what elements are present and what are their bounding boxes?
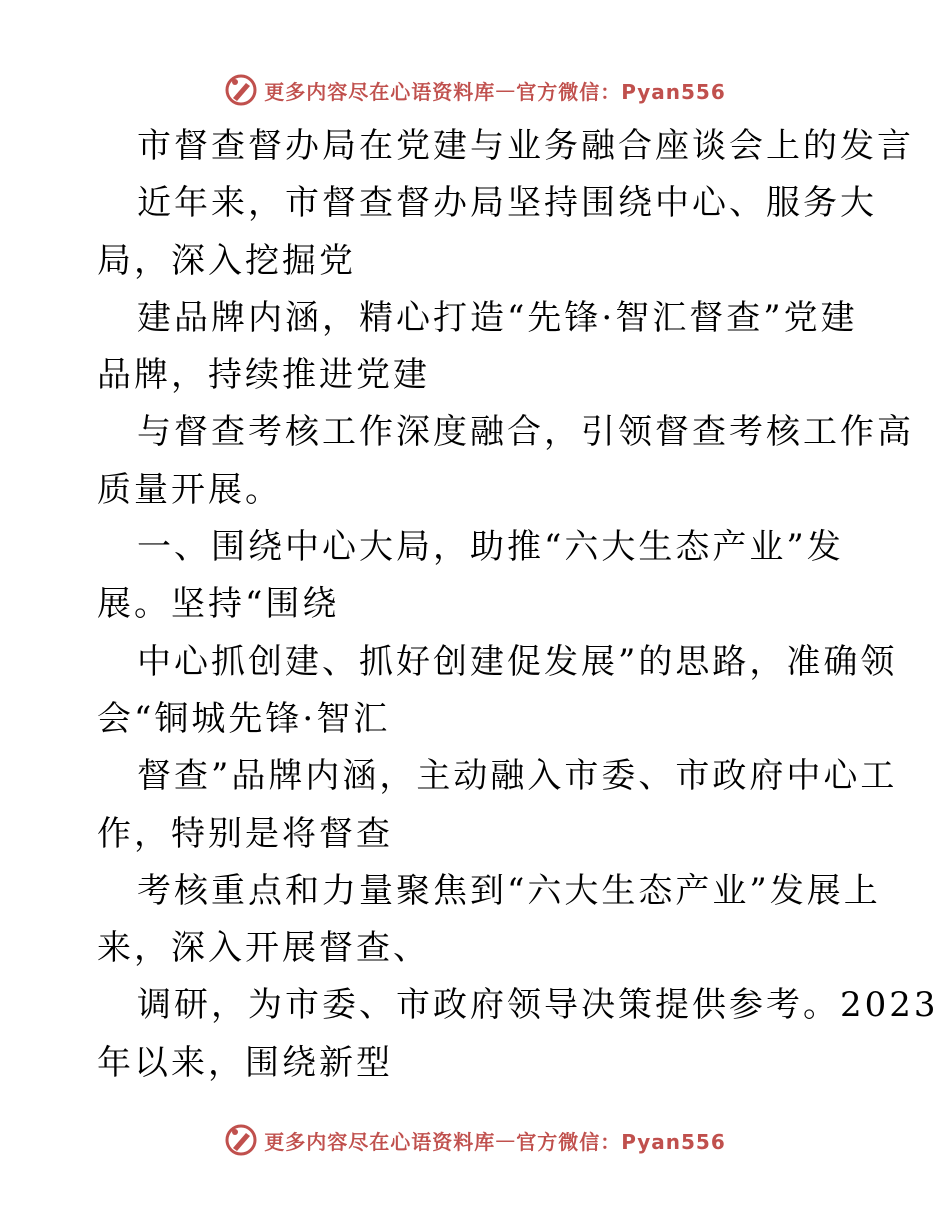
watermark-contact: 官方微信：Pyan556: [516, 1129, 726, 1154]
watermark-header: [0, 70, 950, 110]
text-line: 市督查督办局在党建与业务融合座谈会上的发言: [137, 126, 914, 166]
text-line: 建品牌内涵，精心打造“先锋·智汇督查”党建: [137, 297, 858, 338]
text-line: 考核重点和力量聚焦到“六大生态产业”发展上: [137, 870, 881, 911]
watermark-contact: 官方微信：Pyan556: [516, 79, 726, 104]
text-line: 来，深入开展督查、: [97, 928, 430, 969]
watermark-text: 更多内容尽在心语资料库: [264, 79, 496, 104]
text-line: 督查”品牌内涵，主动融入市委、市政府中心工: [137, 756, 898, 797]
watermark-text: 更多内容尽在心语资料库: [264, 1129, 496, 1154]
text-line: 展。坚持“围绕: [97, 584, 340, 625]
pen-logo-icon: [224, 73, 258, 107]
text-line: 质量开展。: [97, 469, 282, 510]
pen-logo-icon: [224, 1123, 258, 1157]
text-line: 会“铜城先锋·智汇: [97, 698, 391, 739]
text-line: 近年来，市督查督办局坚持围绕中心、服务大: [137, 183, 877, 224]
text-line: 品牌，持续推进党建: [97, 355, 430, 396]
text-line: 中心抓创建、抓好创建促发展”的思路，准确领: [137, 641, 898, 682]
text-line: 与督查考核工作深度融合，引领督查考核工作高: [137, 412, 914, 453]
watermark-separator: —: [495, 78, 517, 102]
watermark-separator: —: [495, 1128, 517, 1152]
text-line: 作，特别是将督查: [97, 813, 393, 854]
text-line: 调研，为市委、市政府领导决策提供参考。2023: [137, 985, 939, 1026]
text-line: 一、围绕中心大局，助推“六大生态产业”发: [137, 527, 844, 568]
text-line: 年以来，围绕新型: [97, 1042, 393, 1083]
watermark-footer: [0, 1120, 950, 1160]
document-body: [97, 118, 939, 1092]
text-line: 局，深入挖掘党: [97, 240, 356, 281]
